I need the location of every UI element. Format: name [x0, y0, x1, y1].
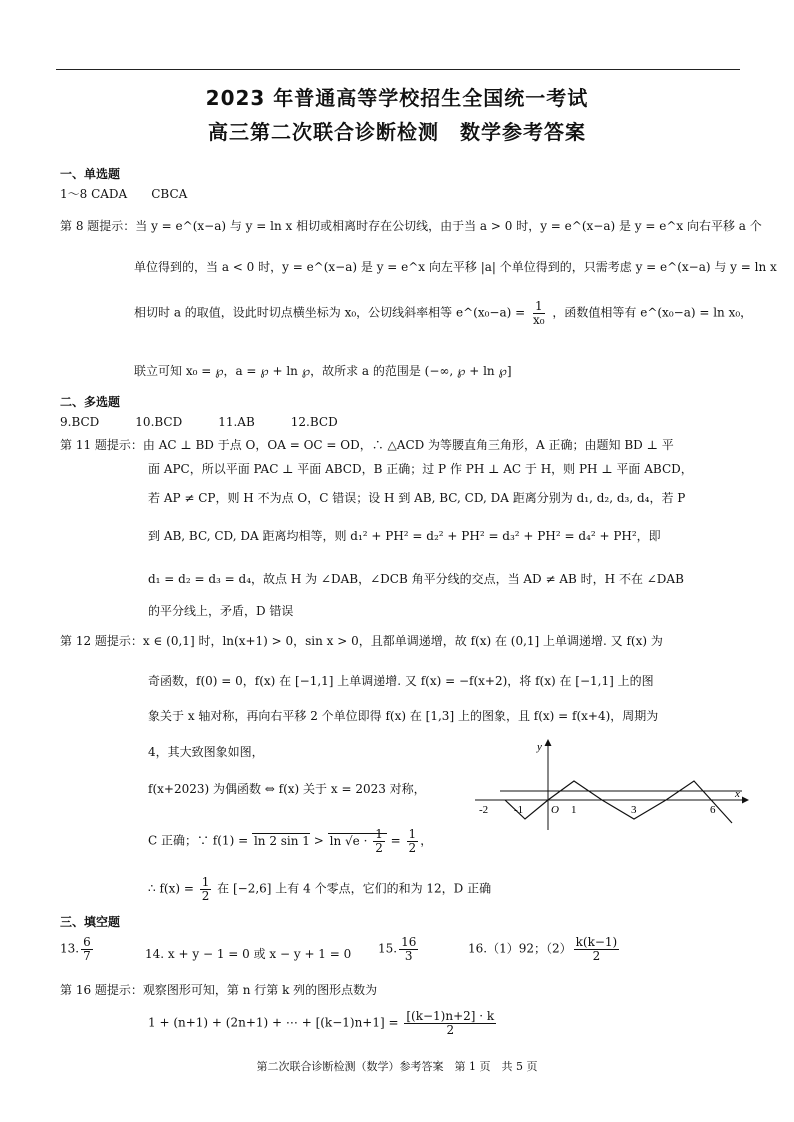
hint11-line4: 到 AB, BC, CD, DA 距离均相等，则 d₁² + PH² = d₂² + PH² = d₃² + PH² = d₄² + PH²，即	[148, 529, 661, 543]
q14-answer: 14. x + y − 1 = 0 或 x − y + 1 = 0	[145, 947, 352, 961]
fraction-numerator: [(k−1)n+2] · k	[406, 1009, 495, 1023]
tick-label: 1	[571, 804, 577, 816]
hint11-line6: 的平分线上，矛盾，D 错误	[148, 604, 294, 618]
hint12-line6-b: >	[309, 833, 328, 848]
fraction-numerator: 1	[408, 827, 417, 841]
hint12-line4: 4，其大致图象如图，	[148, 745, 264, 759]
hint8-line2: 单位得到的，当 a < 0 时，y = e^(x−a) 是 y = e^x 向左平移 |a| 个单位得到的，只需考虑 y = e^(x−a) 与 y = ln x	[134, 260, 777, 274]
hint8-line3-a: 相切时 a 的取值，设此时切点横坐标为 x₀，公切线斜率相等 e^(x₀−a) =	[134, 305, 526, 320]
hint12-line6-c: =	[386, 833, 405, 848]
q16-answer	[468, 936, 621, 962]
hint8-line3-b: ，函数值相等有 e^(x₀−a) = ln x₀，	[552, 305, 753, 320]
multi-choice-answers: 9.BCD 10.BCD 11.AB 12.BCD	[60, 415, 338, 429]
q15-fraction	[399, 936, 418, 962]
hint11-line2: 面 APC，所以平面 PAC ⊥ 平面 ABCD，B 正确；过 P 作 PH ⊥ AC 于 H，则 PH ⊥ 平面 ABCD，	[148, 462, 693, 476]
tick-label: 6	[710, 804, 716, 816]
x-axis-label: x	[735, 788, 740, 800]
top-rule	[56, 69, 740, 70]
section-fill-blank: 三、填空题	[60, 915, 121, 929]
exam-subtitle: 高三第二次联合诊断检测 数学参考答案	[208, 120, 586, 144]
q16-label: 16.（1）92；（2）	[468, 941, 572, 956]
tick-label: -1	[514, 804, 524, 816]
hint8-slope-fraction	[531, 300, 547, 326]
fraction-numerator: k(k−1)	[575, 935, 618, 949]
hint12-line6	[148, 828, 432, 854]
sqrt-ln2sin1: ln 2 sin 1	[253, 833, 310, 848]
q16-fraction	[574, 936, 620, 962]
hint8-line3	[134, 300, 752, 326]
fraction-numerator: 16	[401, 935, 417, 949]
fraction-denominator: 2	[408, 840, 417, 855]
fraction-numerator: 1	[201, 875, 210, 889]
exam-title: 2023 年普通高等学校招生全国统一考试	[205, 86, 589, 110]
hint8-line4: 联立可知 x₀ = ℘，a = ℘ + ln ℘，故所求 a 的范围是 (−∞, ℘ + ln ℘]	[134, 364, 512, 378]
q15-label: 15.	[378, 941, 398, 956]
hint12-line3: 象关于 x 轴对称，再向右平移 2 个单位即得 f(x) 在 [1,3] 上的图象，且 f(x) = f(x+4)，周期为	[148, 709, 659, 723]
hint12-line7	[148, 876, 491, 902]
q13-label: 13.	[60, 941, 80, 956]
fraction-denominator: 2	[592, 948, 601, 963]
q15-answer	[378, 936, 420, 962]
function-graph	[470, 735, 760, 835]
tick-label: -2	[479, 804, 489, 816]
half-fraction-inner	[373, 828, 385, 854]
fraction-numerator: 1	[534, 299, 543, 313]
hint12-line7-a: ∴ f(x) =	[148, 881, 198, 896]
hint12-line7-b: 在 [−2,6] 上有 4 个零点，它们的和为 12，D 正确	[213, 881, 492, 896]
hint8-line1: 第 8 题提示：当 y = e^(x−a) 与 y = ln x 相切或相离时存在公切线，由于当 a > 0 时，y = e^(x−a) 是 y = e^x 向右平移 a 个	[60, 219, 762, 233]
hint11-line3: 若 AP ≠ CP，则 H 不为点 O，C 错误；设 H 到 AB, BC, CD, DA 距离分别为 d₁, d₂, d₃, d₄，若 P	[148, 491, 686, 505]
hint16-line2	[148, 1010, 498, 1036]
f-graph-curve	[505, 781, 732, 823]
hint12-line1: 第 12 题提示：x ∈ (0,1] 时，ln(x+1) > 0，sin x > 0，且都单调递增，故 f(x) 在 (0,1] 上单调递增. 又 f(x) 为	[60, 634, 663, 648]
section-multiple-choice: 二、多选题	[60, 395, 121, 409]
half-fraction-result	[407, 828, 419, 854]
hint11-line5: d₁ = d₂ = d₃ = d₄，故点 H 为 ∠DAB，∠DCB 角平分线的交点，当 AD ≠ AB 时，H 不在 ∠DAB	[148, 572, 684, 586]
fraction-denominator: 3	[404, 948, 413, 963]
page-footer: 第二次联合诊断检测（数学）参考答案 第 1 页 共 5 页	[256, 1060, 538, 1073]
q13-fraction	[81, 936, 93, 962]
hint12-line6-d: ，	[420, 833, 433, 848]
fraction-denominator: x₀	[533, 312, 545, 327]
sqrt-content: ln √e ·	[329, 833, 372, 848]
fraction-denominator: 2	[446, 1022, 455, 1037]
half-fraction	[200, 876, 212, 902]
section-single-choice: 一、单选题	[60, 167, 121, 181]
hint11-line1: 第 11 题提示：由 AC ⊥ BD 于点 O，OA = OC = OD，∴ △ACD 为等腰直角三角形，A 正确；由题知 BD ⊥ 平	[60, 438, 674, 452]
origin-label: O	[551, 804, 559, 816]
sqrt-lnsqrte-half	[328, 827, 387, 855]
single-choice-answers: 1～8 CADA CBCA	[60, 187, 188, 201]
hint12-line5: f(x+2023) 为偶函数 ⇔ f(x) 关于 x = 2023 对称，	[148, 782, 426, 796]
fraction-denominator: 7	[83, 948, 91, 963]
hint16-line1: 第 16 题提示：观察图形可知，第 n 行第 k 列的图形点数为	[60, 983, 378, 997]
hint12-line6-a: C 正确；∵ f(1) =	[148, 833, 252, 848]
fraction-denominator: 2	[201, 888, 210, 903]
fraction-numerator: 1	[375, 827, 383, 841]
hint12-line2: 奇函数，f(0) = 0，f(x) 在 [−1,1] 上单调递增. 又 f(x) = −f(x+2)，将 f(x) 在 [−1,1] 上的图	[148, 674, 654, 688]
fraction-numerator: 6	[83, 935, 91, 949]
y-axis-label: y	[537, 741, 542, 753]
fraction-denominator: 2	[375, 840, 383, 855]
hint16-sum: 1 + (n+1) + (2n+1) + ⋯ + [(k−1)n+1] =	[148, 1015, 403, 1030]
tick-label: 3	[631, 804, 637, 816]
q13-answer	[60, 936, 95, 962]
hint16-fraction	[404, 1010, 496, 1036]
